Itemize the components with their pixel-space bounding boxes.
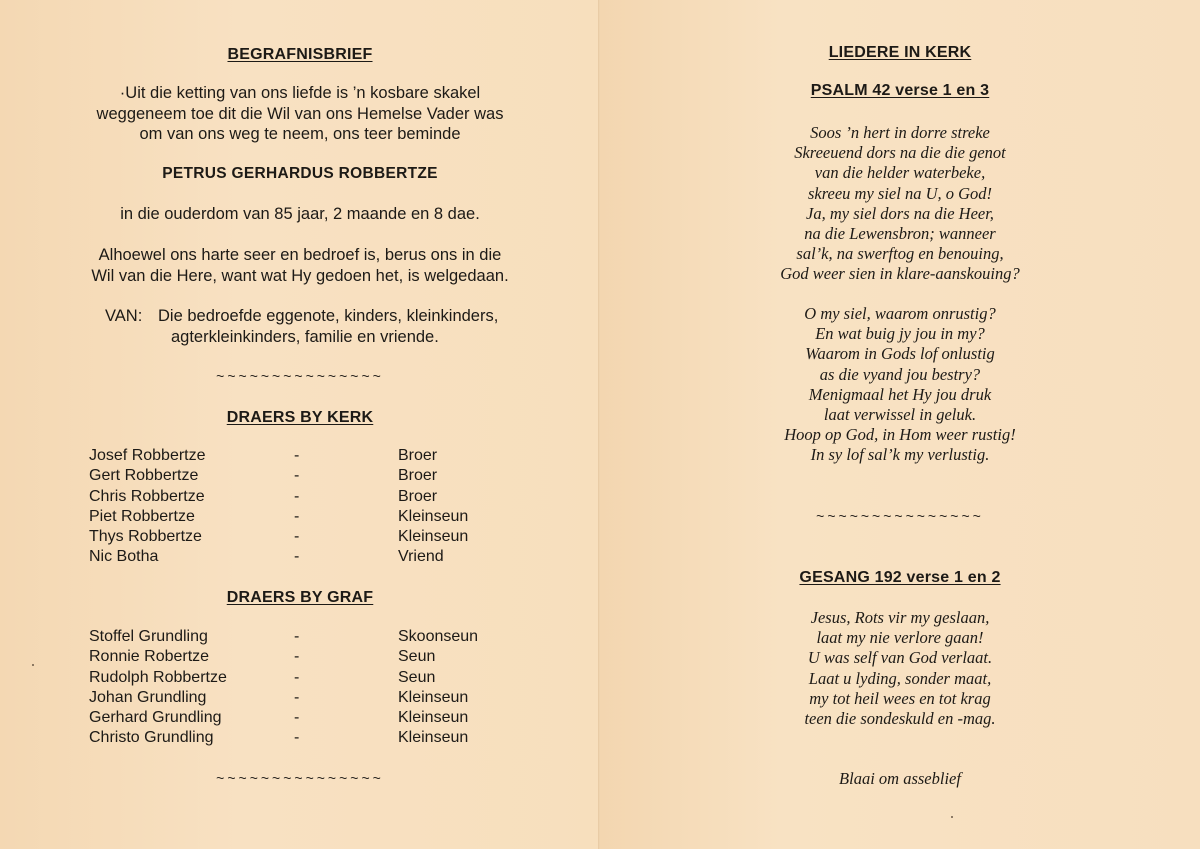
hymn-verses — [600, 608, 1200, 729]
bearer-relation: Broer — [398, 447, 438, 464]
comfort-line: Alhoewel ons harte seer en bedroef is, berus ons in die — [98, 246, 502, 264]
from-label: VAN: — [105, 307, 143, 325]
dash: - — [294, 528, 300, 546]
bearer-name: Nic Botha — [89, 548, 159, 566]
bearer-name: Josef Robbertze — [89, 447, 206, 464]
dash: - — [294, 447, 300, 464]
bearer-row — [89, 669, 509, 689]
intro-line: om van ons weg te neem, ons teer beminde — [139, 125, 461, 143]
poem-line: Hoop op God, in Hom weer rustig! — [784, 425, 1016, 445]
bearer-relation: Kleinseun — [398, 709, 469, 727]
intro-paragraph — [0, 83, 600, 145]
bearer-relation: Seun — [398, 648, 436, 666]
dash: - — [294, 548, 300, 566]
poem-line: Waarom in Gods lof onlustig — [805, 344, 995, 364]
psalm-verse-3 — [600, 304, 1200, 466]
paper-speck — [32, 664, 34, 666]
bearer-name: Gert Robbertze — [89, 467, 199, 485]
begrafnisbrief-title: BEGRAFNISBRIEF — [227, 46, 373, 63]
from-line: Die bedroefde eggenote, kinders, kleinkinders, — [158, 307, 499, 325]
bearer-name: Christo Grundling — [89, 729, 214, 747]
church-bearers-list — [89, 447, 509, 569]
bearer-relation: Broer — [398, 487, 438, 505]
bearer-name: Rudolph Robbertze — [89, 668, 227, 686]
poem-line: U was self van God verlaat. — [807, 648, 993, 668]
intro-line: ·Uit die ketting van ons liefde is ’n kosbare skakel — [119, 84, 481, 102]
bearer-name: Ronnie Robertze — [89, 648, 210, 666]
church-bearers-title: DRAERS BY KERK — [226, 409, 374, 426]
paper-speck — [951, 816, 953, 818]
bearer-relation: Kleinseun — [398, 688, 469, 706]
bearer-relation: Kleinseun — [398, 507, 469, 525]
grave-bearers-list — [89, 628, 509, 750]
bearer-relation: Broer — [398, 467, 438, 485]
poem-line: Soos ’n hert in dorre streke — [810, 123, 990, 142]
dash: - — [294, 688, 300, 706]
separator: ~~~~~~~~~~~~~~~ — [216, 770, 384, 786]
comfort-line: Wil van die Here, want wat Hy gedoen het, is welgedaan. — [91, 266, 509, 285]
bearer-name: Johan Grundling — [89, 688, 207, 706]
poem-line: Skreeuend dors na die die genot — [794, 143, 1006, 163]
poem-line: my tot heil wees en tot krag — [809, 688, 991, 708]
bearer-row — [89, 689, 509, 709]
bearer-relation: Vriend — [398, 548, 444, 566]
bearer-row — [89, 488, 509, 508]
bearer-name: Chris Robbertze — [89, 487, 205, 505]
dash: - — [294, 648, 300, 666]
separator: ~~~~~~~~~~~~~~~ — [816, 508, 984, 524]
separator: ~~~~~~~~~~~~~~~ — [216, 368, 384, 384]
dash: - — [294, 668, 300, 686]
poem-line: van die helder waterbeke, — [814, 163, 986, 183]
from-line: agterkleinkinders, familie en vriende. — [171, 328, 439, 346]
bearer-row — [89, 548, 509, 568]
poem-line: In sy lof sal’k my verlustig. — [810, 445, 990, 465]
poem-line: O my siel, waarom onrustig? — [804, 304, 996, 323]
bearer-row — [89, 709, 509, 729]
poem-line: En wat buig jy jou in my? — [815, 324, 985, 344]
poem-line: Ja, my siel dors na die Heer, — [806, 203, 994, 223]
poem-line: God weer sien in klare-aanskouing? — [780, 264, 1020, 284]
bearer-row — [89, 528, 509, 548]
right-page — [600, 0, 1200, 849]
comfort-paragraph — [0, 245, 600, 286]
poem-line: skreeu my siel na U, o God! — [807, 183, 993, 203]
bearer-relation: Kleinseun — [398, 528, 469, 546]
dash: - — [294, 487, 300, 505]
turn-over-note: Blaai om asseblief — [839, 769, 961, 788]
poem-line: na die Lewensbron; wanneer — [804, 224, 996, 244]
poem-line: teen die sondeskuld en -mag. — [804, 709, 996, 729]
liedere-title: LIEDERE IN KERK — [828, 44, 972, 61]
bearer-row — [89, 648, 509, 668]
dash: - — [294, 729, 300, 747]
intro-line: weggeneem toe dit die Wil van ons Hemelse Vader was — [96, 104, 504, 123]
dash: - — [294, 628, 300, 645]
dash: - — [294, 709, 300, 727]
poem-line: Jesus, Rots vir my geslaan, — [810, 608, 990, 627]
bearer-name: Gerhard Grundling — [89, 709, 222, 727]
bearer-row — [89, 628, 509, 648]
bearer-relation: Kleinseun — [398, 729, 469, 747]
dash: - — [294, 507, 300, 525]
poem-line: Menigmaal het Hy jou druk — [808, 384, 992, 404]
dash: - — [294, 467, 300, 485]
bearer-relation: Seun — [398, 668, 436, 686]
bearer-name: Thys Robbertze — [89, 528, 202, 546]
bearer-name: Piet Robbertze — [89, 507, 195, 525]
bearer-row — [89, 467, 509, 487]
bearer-row — [89, 729, 509, 749]
psalm-title: PSALM 42 verse 1 en 3 — [810, 82, 990, 99]
deceased-name: PETRUS GERHARDUS ROBBERTZE — [162, 165, 438, 182]
poem-line: sal’k, na swerftog en benouing, — [796, 244, 1004, 264]
bearer-row — [89, 447, 509, 467]
bearer-name: Stoffel Grundling — [89, 628, 208, 645]
psalm-verse-1 — [600, 123, 1200, 285]
age-line: in die ouderdom van 85 jaar, 2 maande en 8 dae. — [120, 205, 480, 223]
poem-line: as die vyand jou bestry? — [819, 364, 981, 384]
bearer-relation: Skoonseun — [398, 628, 479, 645]
poem-line: laat verwissel in geluk. — [823, 405, 977, 425]
grave-bearers-title: DRAERS BY GRAF — [226, 589, 374, 606]
poem-line: Laat u lyding, sonder maat, — [808, 668, 992, 688]
gesang-title: GESANG 192 verse 1 en 2 — [799, 569, 1001, 586]
bearer-row — [89, 508, 509, 528]
poem-line: laat my nie verlore gaan! — [816, 628, 984, 648]
